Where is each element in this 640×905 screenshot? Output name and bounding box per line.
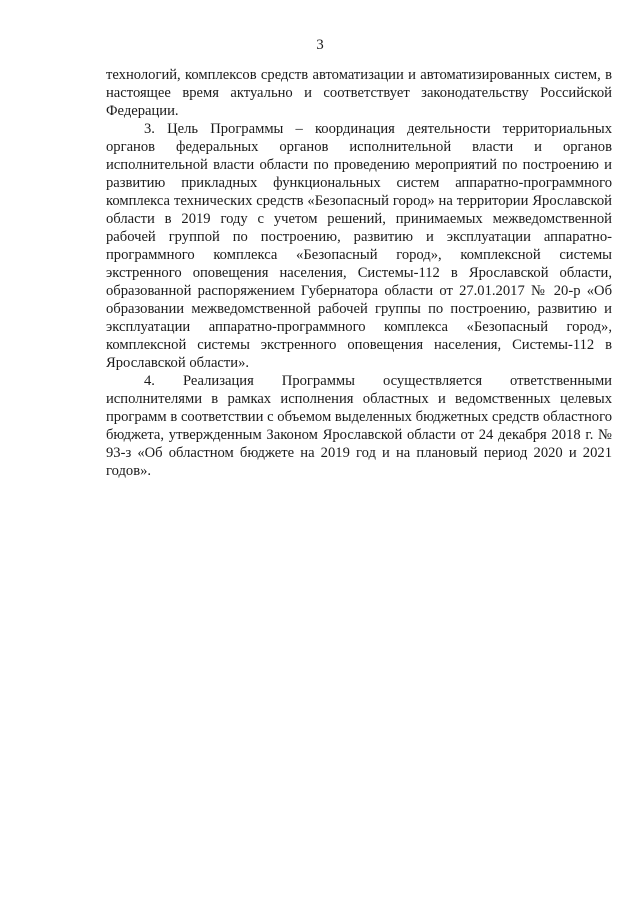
paragraph-continuation: технологий, комплексов средств автоматизации и автоматизированных систем, в настоящее время актуально и соответствует законодательству Российской Федерации. bbox=[106, 67, 612, 119]
document-body bbox=[106, 66, 612, 480]
paragraph-program-goal: 3. Цель Программы – координация деятельности территориальных органов федеральных органов исполнительной власти и органов исполнительной власти области по проведению мероприятий по построению и развитию прикладных функциональных систем аппаратно-программного комплекса технических средств «Безопасный город» на территории Ярославской области в 2019 году с учетом решений, принимаемых межведомственной рабочей группой по построению, развитию и эксплуатации аппаратно-программного комплекса «Безопасный город», комплексной системы экстренного оповещения населения, Системы-112 в Ярославской области, образованной распоряжением Губернатора области от 27.01.2017 № 20-р «Об образовании межведомственной рабочей группы по построению, развитию и эксплуатации аппаратно-программного комплекса «Безопасный город», комплексной системы экстренного оповещения населения, Системы-112 в Ярославской области». bbox=[106, 121, 612, 371]
paragraph-program-implementation: 4. Реализация Программы осуществляется ответственными исполнителями в рамках исполнения областных и ведомственных целевых программ в соответствии с объемом выделенных бюджетных средств областного бюджета, утвержденным Законом Ярославской области от 24 декабря 2018 г. № 93-з «Об областном бюджете на 2019 год и на плановый период 2020 и 2021 годов». bbox=[106, 373, 612, 479]
page-number: 3 bbox=[316, 37, 324, 53]
